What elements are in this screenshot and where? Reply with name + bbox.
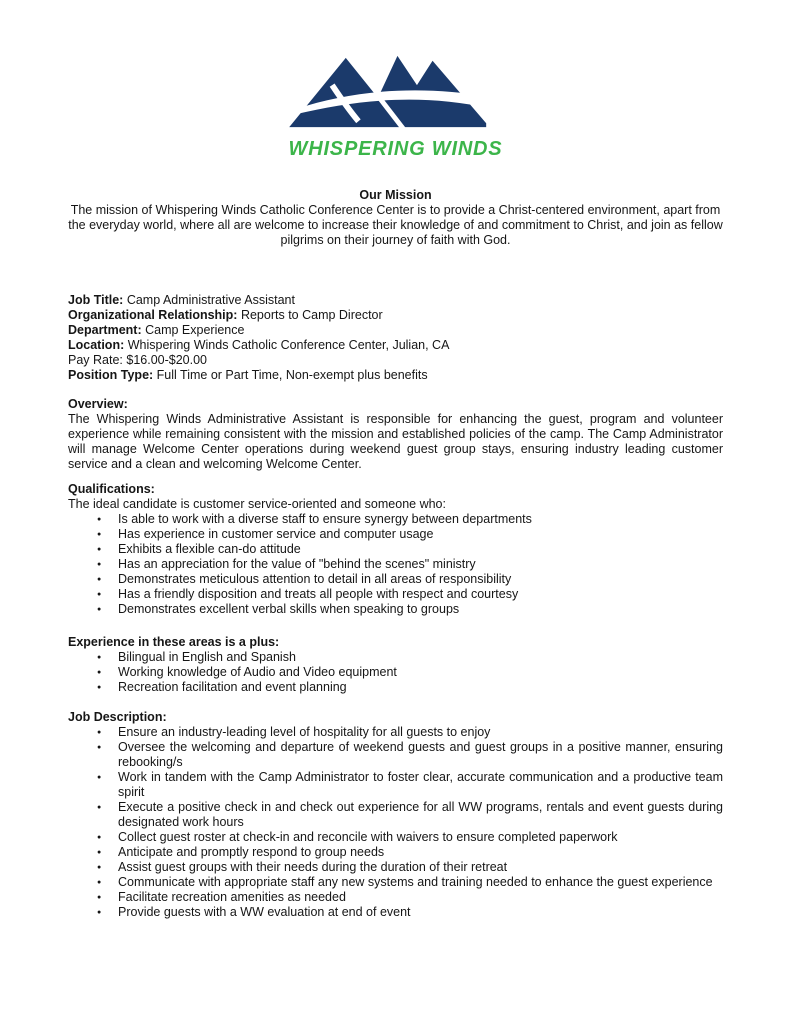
overview-heading: Overview: (68, 397, 128, 411)
list-item: ● Execute a positive check in and check out experience for all WW programs, rentals and event guests during designated work hours (68, 800, 723, 830)
list-item: ● Collect guest roster at check-in and reconcile with waivers to ensure completed paperwork (68, 830, 723, 845)
list-item: ● Is able to work with a diverse staff to ensure synergy between departments (68, 512, 723, 527)
qualifications-intro: The ideal candidate is customer service-oriented and someone who: (68, 497, 446, 511)
detail-value: Full Time or Part Time, Non-exempt plus benefits (156, 368, 428, 382)
list-item: ● Has an appreciation for the value of "behind the scenes" ministry (68, 557, 723, 572)
list-item: ● Anticipate and promptly respond to group needs (68, 845, 723, 860)
list-item: ● Assist guest groups with their needs during the duration of their retreat (68, 860, 723, 875)
detail-label: Pay Rate: (68, 353, 123, 367)
list-item: ● Has a friendly disposition and treats all people with respect and courtesy (68, 587, 723, 602)
job-description-list (68, 725, 723, 920)
detail-label: Position Type: (68, 368, 154, 382)
mission-heading: Our Mission (359, 188, 432, 202)
qualifications-list (68, 512, 723, 617)
list-item: ● Demonstrates meticulous attention to detail in all areas of responsibility (68, 572, 723, 587)
list-item: ● Communicate with appropriate staff any new systems and training needed to enhance the guest experience (68, 875, 723, 890)
list-item: ● Has experience in customer service and computer usage (68, 527, 723, 542)
experience-section (68, 635, 723, 695)
job-detail-row (68, 323, 723, 338)
overview-paragraph: The Whispering Winds Administrative Assistant is responsible for enhancing the guest, program and volunteer experience while remaining consistent with the mission and established policies of the camp. The Camp Administrator will manage Welcome Center operations during weekend guest group stays, ensuring industry leading customer service and a clean and welcoming Welcome Center. (68, 412, 723, 471)
job-detail-row (68, 368, 723, 383)
detail-value: Camp Experience (145, 323, 245, 337)
mission-text: The mission of Whispering Winds Catholic Conference Center is to provide a Christ-centered environment, apart from the everyday world, where all are welcome to increase their knowledge of and commitment to Christ, and join as fellow pilgrims on their journey of faith with God. (68, 203, 723, 247)
job-detail-row (68, 338, 723, 353)
job-detail-row (68, 308, 723, 323)
list-item: ● Bilingual in English and Spanish (68, 650, 723, 665)
logo (0, 0, 791, 161)
brand-name: WHISPERING WINDS (288, 138, 503, 160)
job-description-section (68, 710, 723, 920)
mission-section (68, 188, 723, 248)
list-item: ● Working knowledge of Audio and Video equipment (68, 665, 723, 680)
job-detail-row (68, 353, 723, 368)
qualifications-heading: Qualifications: (68, 482, 155, 496)
list-item: ● Ensure an industry-leading level of hospitality for all guests to enjoy (68, 725, 723, 740)
list-item: ● Facilitate recreation amenities as needed (68, 890, 723, 905)
list-item: ● Oversee the welcoming and departure of weekend guests and guest groups in a positive manner, ensuring rebooking/s (68, 740, 723, 770)
list-item: ● Exhibits a flexible can-do attitude (68, 542, 723, 557)
experience-heading: Experience in these areas is a plus: (68, 635, 280, 649)
detail-label: Job Title: (68, 293, 124, 307)
list-item: ● Work in tandem with the Camp Administrator to foster clear, accurate communication and a productive team spirit (68, 770, 723, 800)
job-detail-row (68, 293, 723, 308)
list-item: ● Provide guests with a WW evaluation at end of event (68, 905, 723, 920)
detail-label: Organizational Relationship: (68, 308, 238, 322)
list-item: ● Recreation facilitation and event planning (68, 680, 723, 695)
job-description-heading: Job Description: (68, 710, 167, 724)
detail-value: Reports to Camp Director (240, 308, 383, 322)
detail-label: Department: (68, 323, 142, 337)
detail-value: Camp Administrative Assistant (126, 293, 295, 307)
detail-value: $16.00-$20.00 (126, 353, 208, 367)
qualifications-section (68, 482, 723, 617)
experience-list (68, 650, 723, 695)
detail-label: Location: (68, 338, 125, 352)
overview-section (68, 397, 723, 472)
mountain-logo-icon (283, 53, 508, 131)
job-details-block (68, 293, 723, 383)
detail-value: Whispering Winds Catholic Conference Center, Julian, CA (127, 338, 450, 352)
list-item: ● Demonstrates excellent verbal skills when speaking to groups (68, 602, 723, 617)
